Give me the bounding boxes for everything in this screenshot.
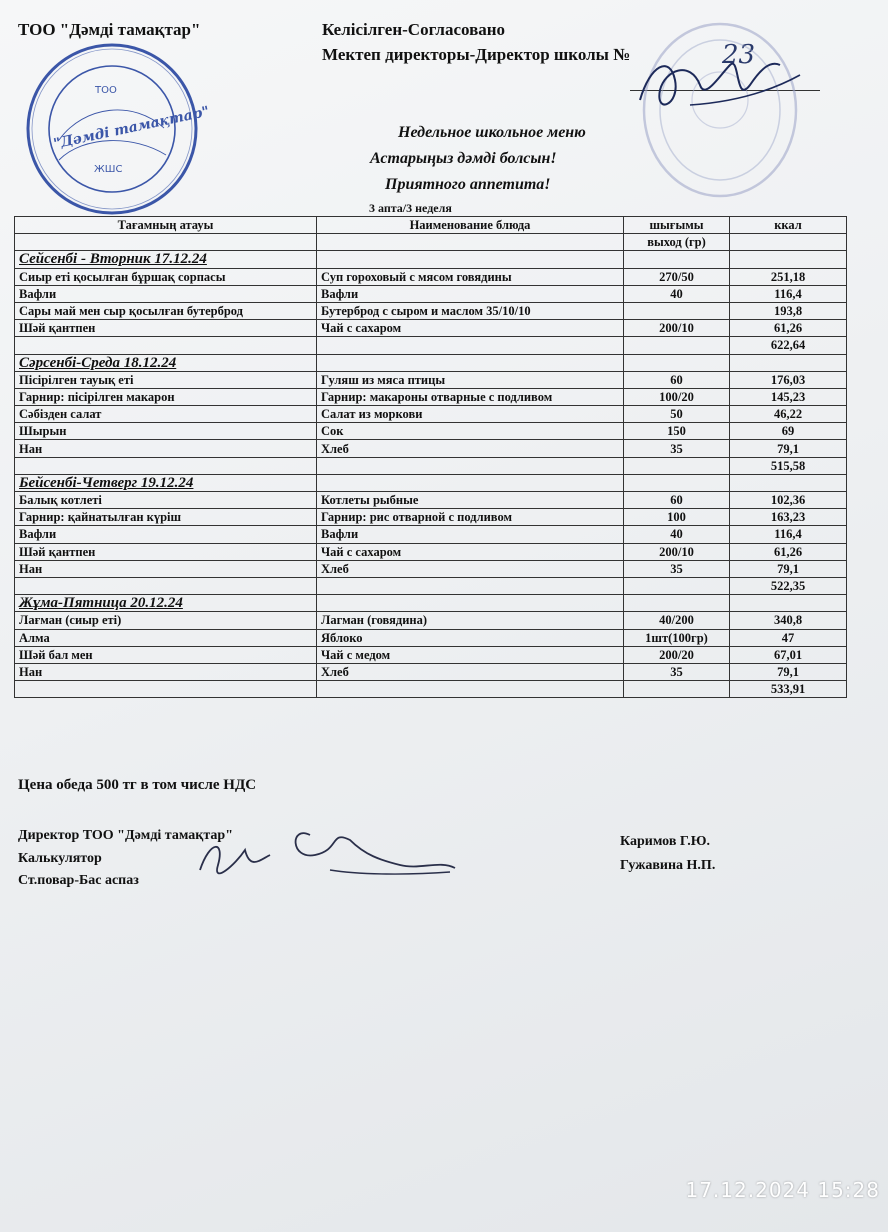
cell-kcal: 116,4	[730, 526, 847, 543]
table-row	[15, 371, 847, 388]
cell-kz: Сиыр еті қосылған бұршақ сорпасы	[15, 268, 317, 285]
cell-ru: Бутерброд с сыром и маслом 35/10/10	[317, 302, 624, 319]
greeting-ru: Приятного аппетита!	[385, 176, 551, 193]
handwritten-school-number: 23	[722, 40, 756, 70]
cell-kcal: 163,23	[730, 509, 847, 526]
cell-kcal: 47	[730, 629, 847, 646]
cell-kz: Вафли	[15, 526, 317, 543]
cell-ru: Суп гороховый с мясом говядины	[317, 268, 624, 285]
cell-kcal: 116,4	[730, 285, 847, 302]
table-row	[15, 492, 847, 509]
day-total-kcal: 533,91	[730, 681, 847, 698]
cell-kz: Гарнир: пісірілген макарон	[15, 388, 317, 405]
table-row	[15, 440, 847, 457]
table-row	[15, 388, 847, 405]
cell-yield: 200/20	[624, 646, 730, 663]
header-yield-grams: выход (гр)	[624, 234, 730, 251]
table-row	[15, 663, 847, 680]
cell-kz: Нан	[15, 663, 317, 680]
cell-kz: Пісірілген тауық еті	[15, 371, 317, 388]
stamp-center-text: "Дәмді тамақтар"	[52, 103, 211, 153]
approval-director-line: Мектеп директоры-Директор школы №	[322, 45, 631, 64]
stamp-top-text: ТОО	[95, 85, 117, 96]
table-row	[15, 612, 847, 629]
table-row	[15, 509, 847, 526]
day-total-kcal: 515,58	[730, 457, 847, 474]
cell-kz: Сәбізден салат	[15, 406, 317, 423]
table-row	[15, 526, 847, 543]
table-row	[15, 423, 847, 440]
cell-yield: 1шт(100гр)	[624, 629, 730, 646]
table-row	[15, 629, 847, 646]
cell-kcal: 79,1	[730, 560, 847, 577]
cell-kz: Вафли	[15, 285, 317, 302]
header-ru: Наименование блюда	[317, 217, 624, 234]
cell-kcal: 46,22	[730, 406, 847, 423]
cell-ru: Гарнир: макароны отварные с подливом	[317, 388, 624, 405]
table-header-row-2	[15, 234, 847, 251]
cell-kz: Шәй бал мен	[15, 646, 317, 663]
company-name: ТОО "Дәмді тамақтар"	[18, 20, 201, 39]
cell-kz: Сары май мен сыр қосылған бутерброд	[15, 302, 317, 319]
director-signature	[630, 45, 810, 125]
cell-kz: Нан	[15, 560, 317, 577]
lunch-price: Цена обеда 500 тг в том числе НДС	[18, 777, 257, 793]
cell-ru: Салат из моркови	[317, 406, 624, 423]
cell-yield: 100/20	[624, 388, 730, 405]
table-row	[15, 285, 847, 302]
cell-ru: Хлеб	[317, 560, 624, 577]
cell-ru: Котлеты рыбные	[317, 492, 624, 509]
day-title: Бейсенбі-Четверг 19.12.24	[15, 474, 317, 491]
cell-kcal: 340,8	[730, 612, 847, 629]
total-row	[15, 681, 847, 698]
day-total-kcal: 622,64	[730, 337, 847, 354]
table-row	[15, 302, 847, 319]
day-title: Жұма-Пятница 20.12.24	[15, 595, 317, 612]
cell-ru: Хлеб	[317, 663, 624, 680]
table-row	[15, 646, 847, 663]
cell-kcal: 61,26	[730, 543, 847, 560]
cell-yield: 40/200	[624, 612, 730, 629]
director-label: Директор ТОО "Дәмді тамақтар"	[18, 828, 233, 843]
cell-yield: 50	[624, 406, 730, 423]
table-header-row	[15, 217, 847, 234]
cell-ru: Чай с медом	[317, 646, 624, 663]
day-title: Сәрсенбі-Среда 18.12.24	[15, 354, 317, 371]
cell-yield: 35	[624, 560, 730, 577]
cell-ru: Яблоко	[317, 629, 624, 646]
week-label: 3 апта/3 неделя	[369, 201, 452, 215]
cell-kcal: 176,03	[730, 371, 847, 388]
cell-yield: 35	[624, 440, 730, 457]
header-kz: Тағамның атауы	[15, 217, 317, 234]
cell-yield: 60	[624, 492, 730, 509]
cell-kz: Шәй қантпен	[15, 320, 317, 337]
cell-yield	[624, 302, 730, 319]
cell-ru: Гуляш из мяса птицы	[317, 371, 624, 388]
table-row	[15, 560, 847, 577]
stamp-bottom-text: ЖШС	[94, 164, 123, 175]
cell-kcal: 251,18	[730, 268, 847, 285]
cell-yield: 270/50	[624, 268, 730, 285]
table-row	[15, 543, 847, 560]
cell-kcal: 79,1	[730, 440, 847, 457]
total-row	[15, 457, 847, 474]
table-row	[15, 406, 847, 423]
cell-kcal: 67,01	[730, 646, 847, 663]
menu-table	[14, 216, 847, 698]
cell-kz: Нан	[15, 440, 317, 457]
day-total-kcal: 522,35	[730, 577, 847, 594]
cell-kz: Балық котлеті	[15, 492, 317, 509]
cell-yield: 100	[624, 509, 730, 526]
cell-kz: Шәй қантпен	[15, 543, 317, 560]
signatory-name-1: Каримов Г.Ю.	[620, 834, 710, 849]
calculator-label: Калькулятор	[18, 851, 102, 866]
cell-kcal: 69	[730, 423, 847, 440]
total-row	[15, 577, 847, 594]
cell-kcal: 145,23	[730, 388, 847, 405]
day-header-row	[15, 354, 847, 371]
cell-kz: Алма	[15, 629, 317, 646]
cell-yield: 150	[624, 423, 730, 440]
cell-yield: 200/10	[624, 543, 730, 560]
cell-ru: Лагман (говядина)	[317, 612, 624, 629]
cell-kz: Лағман (сиыр еті)	[15, 612, 317, 629]
day-header-row	[15, 595, 847, 612]
cell-ru: Гарнир: рис отварной с подливом	[317, 509, 624, 526]
total-row	[15, 337, 847, 354]
cell-kz: Шырын	[15, 423, 317, 440]
table-row	[15, 320, 847, 337]
cell-yield: 35	[624, 663, 730, 680]
cell-yield: 40	[624, 285, 730, 302]
day-header-row	[15, 474, 847, 491]
cell-kcal: 193,8	[730, 302, 847, 319]
day-header-row	[15, 251, 847, 268]
cell-ru: Чай с сахаром	[317, 320, 624, 337]
day-title: Сейсенбі - Вторник 17.12.24	[15, 251, 317, 268]
header-yield: шығымы	[624, 217, 730, 234]
cell-yield: 40	[624, 526, 730, 543]
cell-kcal: 61,26	[730, 320, 847, 337]
cell-kz: Гарнир: қайнатылған күріш	[15, 509, 317, 526]
cell-kcal: 102,36	[730, 492, 847, 509]
photo-timestamp: 17.12.2024 15:28	[685, 1178, 880, 1202]
cell-ru: Сок	[317, 423, 624, 440]
cell-ru: Вафли	[317, 526, 624, 543]
signatory-name-2: Гужавина Н.П.	[620, 858, 716, 873]
approval-title: Келісілген-Согласовано	[322, 20, 506, 39]
cell-yield: 60	[624, 371, 730, 388]
header-kcal: ккал	[730, 217, 847, 234]
footer-signatures	[190, 820, 470, 900]
table-row	[15, 268, 847, 285]
cell-kcal: 79,1	[730, 663, 847, 680]
cell-ru: Хлеб	[317, 440, 624, 457]
cell-ru: Вафли	[317, 285, 624, 302]
chef-label: Ст.повар-Бас аспаз	[18, 873, 139, 888]
greeting-kz: Астарыңыз дәмді болсын!	[370, 150, 557, 167]
cell-ru: Чай с сахаром	[317, 543, 624, 560]
cell-yield: 200/10	[624, 320, 730, 337]
menu-title: Недельное школьное меню	[398, 124, 586, 141]
